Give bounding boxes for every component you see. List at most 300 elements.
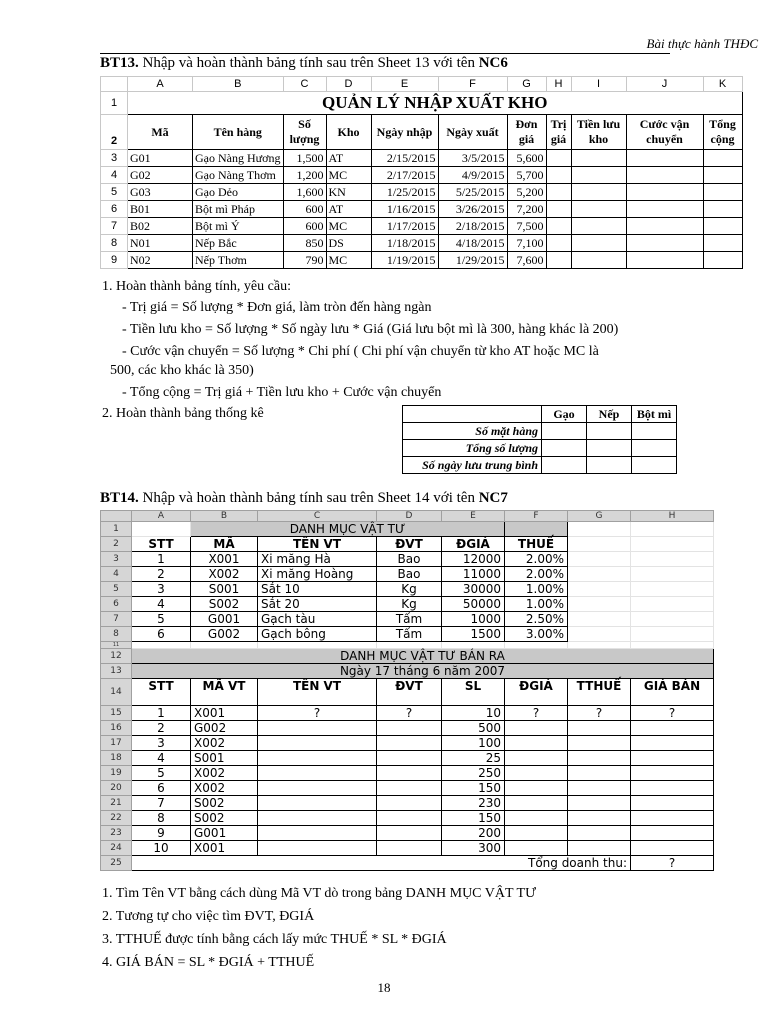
table-cell: MC [326,167,371,184]
empty-cell [191,642,258,649]
empty-cell [626,218,703,235]
stat-corner [403,406,542,423]
empty-cell [703,184,742,201]
sale-cell [377,721,442,736]
catalog-cell: Xi măng Hà [258,552,377,567]
catalog-column-header: THUẾ [505,537,568,552]
empty-cell [571,235,626,252]
empty-cell [546,201,571,218]
page-number: 18 [377,980,391,995]
bt13-sheet-name: NC6 [478,55,508,71]
sale-cell: 150 [442,811,505,826]
column-letters-row [101,77,743,92]
column-letter: B [191,511,258,522]
sale-cell: 100 [442,736,505,751]
row-number: 14 [101,679,132,706]
row-number: 4 [101,567,132,582]
empty-cell [703,218,742,235]
catalog-cell: 1 [132,552,191,567]
sale-cell [258,796,377,811]
column-letter: D [326,77,371,92]
bt14-sheet-name: NC7 [478,490,508,506]
empty-cell [132,642,191,649]
sale-cell: G002 [191,721,258,736]
sale-cell [631,751,714,766]
total-label: Tổng doanh thu: [132,856,631,871]
empty-cell [546,184,571,201]
catalog-cell: S001 [191,582,258,597]
sale-cell: 25 [442,751,505,766]
table-cell: 4/9/2015 [438,167,507,184]
table-cell: Bột mì Pháp [193,201,284,218]
table-cell: 1/29/2015 [438,252,507,269]
catalog-cell: Kg [377,597,442,612]
sale-cell: X001 [191,706,258,721]
sale-row [101,706,714,721]
sale-cell [631,781,714,796]
table-row [101,150,743,167]
empty-cell [546,167,571,184]
table-cell: 1/17/2015 [371,218,438,235]
empty-cell [631,627,714,642]
sale-row [101,751,714,766]
sale-cell [568,721,631,736]
sale-row [101,826,714,841]
sale-row [101,841,714,856]
sale-cell [258,751,377,766]
sale-cell: 230 [442,796,505,811]
sale-cell [631,826,714,841]
sale-cell [505,781,568,796]
empty-cell [568,627,631,642]
empty-cell [571,167,626,184]
table-cell: G01 [128,150,193,167]
table-cell: B02 [128,218,193,235]
empty-cell [631,522,714,537]
sale-column-header: MÃ VT [191,679,258,706]
row-number: 2 [101,537,132,552]
column-letter: A [128,77,193,92]
row-number: 8 [101,627,132,642]
sale-column-header: TÊN VT [258,679,377,706]
row-number: 1 [101,522,132,537]
cat-title-row [101,522,714,537]
sale-cell: 2 [132,721,191,736]
column-letter: A [132,511,191,522]
catalog-cell: 1500 [442,627,505,642]
table-cell: Gạo Nàng Thơm [193,167,284,184]
table-cell: DS [326,235,371,252]
row-number: 6 [101,201,128,218]
sale-cell [505,766,568,781]
sale-cell: X002 [191,781,258,796]
column-letter: E [371,77,438,92]
table-cell: 1,200 [283,167,326,184]
empty-cell [505,642,568,649]
empty-cell [442,642,505,649]
stat-cell [587,457,632,474]
catalog-cell: 2.00% [505,567,568,582]
stat-column-header: Gạo [542,406,587,423]
column-letters-row [101,511,714,522]
catalog-row [101,612,714,627]
row-number: 18 [101,751,132,766]
sale-cell [568,811,631,826]
sale-cell: 1 [132,706,191,721]
empty-cell [571,184,626,201]
stat-cell [632,457,677,474]
stat-header-row [403,406,677,423]
sale-cell: ? [631,706,714,721]
column-header: Ngày xuất [438,115,507,150]
table-cell: Gạo Dẻo [193,184,284,201]
table-cell: 3/26/2015 [438,201,507,218]
sale-cell [505,841,568,856]
row-number: 17 [101,736,132,751]
catalog-cell: 12000 [442,552,505,567]
page-header: Bài thực hành THĐC [646,36,758,51]
row-number: 12 [101,649,132,664]
sheet-title: QUẢN LÝ NHẬP XUẤT KHO [128,92,743,115]
sale-column-header: ĐGIÁ [505,679,568,706]
sale-cell [377,766,442,781]
sale-cell [258,736,377,751]
sale-cell [377,811,442,826]
catalog-cell: Gạch bông [258,627,377,642]
bt13-req-3a: - Cước vận chuyển = Số lượng * Chi phí ( Chi phí vận chuyển từ kho AT hoặc MC là [122,344,599,359]
sale-cell [631,721,714,736]
catalog-cell: 3 [132,582,191,597]
catalog-cell: 2.50% [505,612,568,627]
empty-cell [631,642,714,649]
sale-cell: 200 [442,826,505,841]
catalog-cell: 6 [132,627,191,642]
sale-cell [258,766,377,781]
catalog-cell: Bao [377,567,442,582]
row-number: 15 [101,706,132,721]
empty-cell [626,150,703,167]
catalog-row [101,627,714,642]
row-number: 11 [101,642,132,649]
empty-cell [568,642,631,649]
sale-date: Ngày 17 tháng 6 năm 2007 [132,664,714,679]
row-number: 25 [101,856,132,871]
empty-cell [703,150,742,167]
sale-cell: 250 [442,766,505,781]
sale-header-row [101,679,714,706]
column-letter: C [283,77,326,92]
empty-cell [546,150,571,167]
empty-cell [631,537,714,552]
sale-cell [258,811,377,826]
empty-cell [571,150,626,167]
stat-cell [542,457,587,474]
table-cell: N01 [128,235,193,252]
table-cell: 850 [283,235,326,252]
table-cell: AT [326,150,371,167]
table-cell: 1/19/2015 [371,252,438,269]
sale-row [101,796,714,811]
column-header: Ngày nhập [371,115,438,150]
bt13-label: BT13. [100,55,139,71]
sale-cell [505,826,568,841]
sale-row [101,766,714,781]
stat-row [403,457,677,474]
column-header: Tổng cộng [703,115,742,150]
sale-cell [377,751,442,766]
table-cell: Gạo Nàng Hương [193,150,284,167]
sale-cell [568,736,631,751]
table-cell: 790 [283,252,326,269]
empty-cell [626,235,703,252]
table-cell: G02 [128,167,193,184]
catalog-cell: 30000 [442,582,505,597]
sale-cell: 10 [132,841,191,856]
column-header-row [101,115,743,150]
table-cell: 7,200 [507,201,546,218]
table-cell: 600 [283,201,326,218]
stat-cell [587,423,632,440]
empty-cell [568,522,631,537]
catalog-column-header: MÃ [191,537,258,552]
table-cell: 1,600 [283,184,326,201]
column-letter: C [258,511,377,522]
catalog-row [101,567,714,582]
sale-cell: 3 [132,736,191,751]
empty-cell [703,252,742,269]
row-number: 4 [101,167,128,184]
catalog-cell: 1.00% [505,582,568,597]
table-cell: 2/17/2015 [371,167,438,184]
catalog-cell: G001 [191,612,258,627]
sale-cell [258,826,377,841]
table-cell: G03 [128,184,193,201]
sale-column-header: STT [132,679,191,706]
catalog-row [101,582,714,597]
bt13-instructions: Nhập và hoàn thành bảng tính sau trên Sheet 13 với tên [138,55,479,71]
bt14-q2: 2. Tương tự cho việc tìm ĐVT, ĐGIÁ [102,909,315,924]
empty-cell [571,218,626,235]
table-cell: 2/15/2015 [371,150,438,167]
sale-cell [631,766,714,781]
row-number: 7 [101,218,128,235]
corner-cell [101,77,128,92]
sale-cell: ? [377,706,442,721]
table-row [101,235,743,252]
bt14-q1: 1. Tìm Tên VT bằng cách dùng Mã VT dò trong bảng DANH MỤC VẬT TƯ [102,886,536,901]
table-cell: 2/18/2015 [438,218,507,235]
column-header: Kho [326,115,371,150]
sheet-title-row [101,92,743,115]
empty-cell [703,167,742,184]
catalog-cell: Sắt 20 [258,597,377,612]
sale-cell [568,751,631,766]
sale-cell: 10 [442,706,505,721]
total-value: ? [631,856,714,871]
table-cell: 4/18/2015 [438,235,507,252]
bt13-sheet [100,76,743,269]
empty-cell [546,218,571,235]
empty-cell [631,597,714,612]
catalog-column-header: ĐVT [377,537,442,552]
stat-cell [542,440,587,457]
empty-cell [571,201,626,218]
catalog-cell: Sắt 10 [258,582,377,597]
catalog-cell: 1000 [442,612,505,627]
empty-cell [631,567,714,582]
catalog-cell: Bao [377,552,442,567]
bt13-title [100,55,508,72]
stat-row-label: Số mặt hàng [403,423,542,440]
table-cell: 1,500 [283,150,326,167]
column-header: Trị giá [546,115,571,150]
catalog-cell: 11000 [442,567,505,582]
catalog-column-header: STT [132,537,191,552]
sale-cell: 6 [132,781,191,796]
row-number: 22 [101,811,132,826]
column-letter: K [703,77,742,92]
row-number: 8 [101,235,128,252]
table-cell: 5,200 [507,184,546,201]
bt14-instructions: Nhập và hoàn thành bảng tính sau trên Sheet 14 với tên [138,490,479,506]
sale-cell [377,796,442,811]
bt14-sheet [100,510,714,871]
bt14-q4: 4. GIÁ BÁN = SL * ĐGIÁ + TTHUẾ [102,955,315,970]
header-rule [100,53,670,54]
sale-row [101,736,714,751]
bt14-label: BT14. [100,490,139,506]
sale-cell [505,721,568,736]
stat-cell [632,440,677,457]
table-row [101,218,743,235]
empty-cell [631,612,714,627]
row-number: 7 [101,612,132,627]
catalog-cell: 3.00% [505,627,568,642]
row-number: 3 [101,150,128,167]
catalog-cell: Kg [377,582,442,597]
sale-cell: X002 [191,736,258,751]
table-cell: 1/16/2015 [371,201,438,218]
bt13-req-1: - Trị giá = Số lượng * Đơn giá, làm tròn đến hàng ngàn [122,300,432,315]
sale-column-header: ĐVT [377,679,442,706]
sale-cell: 500 [442,721,505,736]
catalog-cell: X001 [191,552,258,567]
sale-cell [631,736,714,751]
table-cell: 7,500 [507,218,546,235]
table-cell: B01 [128,201,193,218]
table-row [101,167,743,184]
sale-cell [377,736,442,751]
statistics-table [402,405,677,474]
row-number: 23 [101,826,132,841]
bt13-req-2: - Tiền lưu kho = Số lượng * Số ngày lưu * Giá (Giá lưu bột mì là 300, hàng khác là 200) [122,322,619,337]
row-number: 3 [101,552,132,567]
sale-title: DANH MỤC VẬT TƯ BÁN RA [132,649,714,664]
catalog-cell: Tấm [377,612,442,627]
column-header: Đơn giá [507,115,546,150]
row-number: 1 [101,92,128,115]
column-letter: F [438,77,507,92]
column-header: Số lượng [283,115,326,150]
catalog-title: DANH MỤC VẬT TƯ [191,522,505,537]
cat-header-row [101,537,714,552]
table-cell: 3/5/2015 [438,150,507,167]
sale-column-header: TTHUẾ [568,679,631,706]
column-letter: I [571,77,626,92]
row-gap [101,642,714,649]
catalog-cell: Tấm [377,627,442,642]
sale-cell: 5 [132,766,191,781]
sale-cell [568,781,631,796]
stat-cell [542,423,587,440]
empty-cell [546,252,571,269]
table-cell: Nếp Bắc [193,235,284,252]
row-number: 16 [101,721,132,736]
corner-cell [101,511,132,522]
sale-title-row [101,649,714,664]
empty-cell [568,552,631,567]
table-cell: 1/18/2015 [371,235,438,252]
stat-cell [587,440,632,457]
sale-cell: ? [505,706,568,721]
empty-cell [568,582,631,597]
sale-row [101,721,714,736]
table-cell: KN [326,184,371,201]
stat-column-header: Nếp [587,406,632,423]
total-row [101,856,714,871]
empty-cell [631,552,714,567]
sale-cell: S002 [191,811,258,826]
stat-row [403,440,677,457]
column-letter: G [507,77,546,92]
sale-cell [505,751,568,766]
sale-cell: ? [568,706,631,721]
column-header: Mã [128,115,193,150]
empty-cell [505,522,568,537]
catalog-cell: S002 [191,597,258,612]
sale-cell [505,811,568,826]
column-header: Tên hàng [193,115,284,150]
stat-row-label: Số ngày lưu trung bình [403,457,542,474]
sale-cell: G001 [191,826,258,841]
sale-cell [377,781,442,796]
sale-cell: 300 [442,841,505,856]
table-cell: AT [326,201,371,218]
bt13-req-3b: 500, các kho khác là 350) [110,363,254,378]
table-cell: 5,700 [507,167,546,184]
sale-cell [377,841,442,856]
table-row [101,252,743,269]
table-cell: 7,600 [507,252,546,269]
row-number: 5 [101,582,132,597]
row-number: 2 [101,115,128,150]
stat-row-label: Tổng số lượng [403,440,542,457]
column-letter: E [442,511,505,522]
table-cell: 7,100 [507,235,546,252]
sale-cell: S002 [191,796,258,811]
sale-cell [568,826,631,841]
bt14-title [100,490,508,507]
column-letter: J [626,77,703,92]
column-letter: H [631,511,714,522]
bt13-req-title: 1. Hoàn thành bảng tính, yêu cầu: [102,279,291,294]
sale-cell [568,841,631,856]
empty-cell [626,201,703,218]
sale-cell [377,826,442,841]
sale-cell [258,841,377,856]
sale-cell: ? [258,706,377,721]
sale-cell [568,796,631,811]
